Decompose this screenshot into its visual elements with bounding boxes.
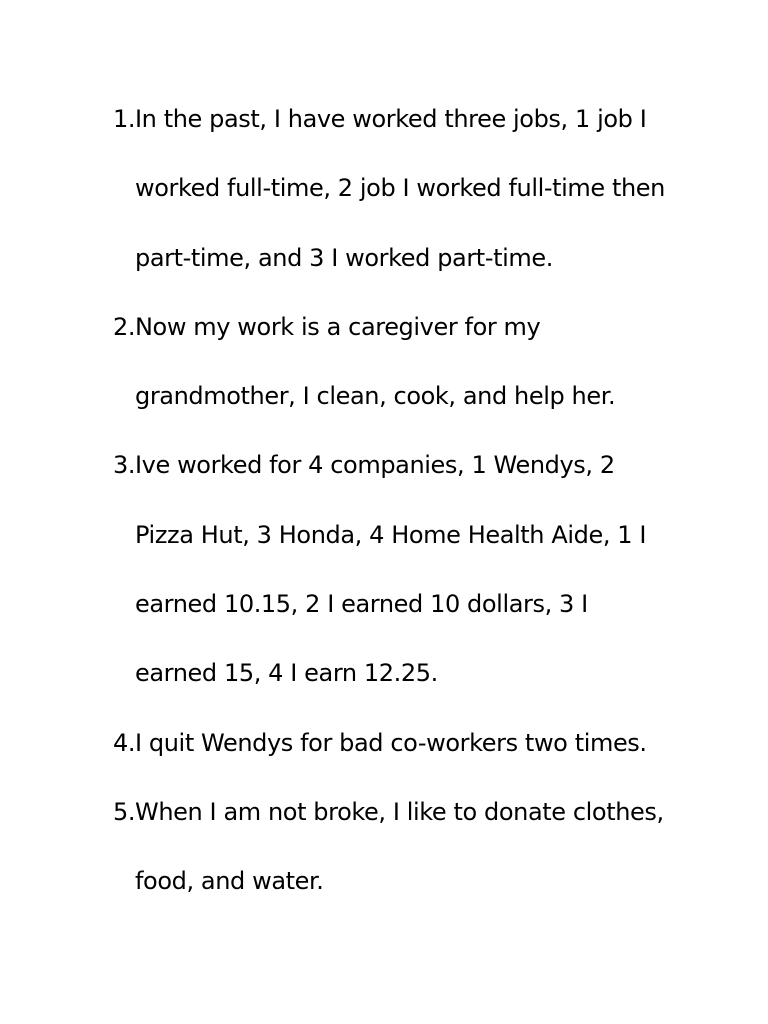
list-item-number: 2. <box>113 312 136 341</box>
list-item-text: In the past, I have worked three jobs, 1 job I worked full-time, 2 job I worked full-time then part-time, and 3 I worked part-time. <box>135 105 665 272</box>
list-item-text: When I am not broke, I like to donate clothes, food, and water. <box>135 797 664 896</box>
list-item <box>113 778 673 917</box>
numbered-list <box>113 85 673 917</box>
list-item-text: Now my work is a caregiver for my grandmother, I clean, cook, and help her. <box>135 312 616 411</box>
list-item <box>113 431 673 708</box>
list-item <box>113 709 673 778</box>
list-item-text: Ive worked for 4 companies, 1 Wendys, 2 Pizza Hut, 3 Honda, 4 Home Health Aide, 1 I earned 10.15, 2 I earned 10 dollars, 3 I earned 15, 4 I earn 12.25. <box>135 451 647 688</box>
list-item-text: I quit Wendys for bad co-workers two times. <box>135 728 647 757</box>
list-item <box>113 85 673 293</box>
list-item-number: 1. <box>113 105 136 133</box>
list-item-number: 4. <box>113 728 136 757</box>
list-item-number: 3. <box>113 451 136 480</box>
list-item <box>113 293 673 432</box>
list-item-number: 5. <box>113 797 136 826</box>
